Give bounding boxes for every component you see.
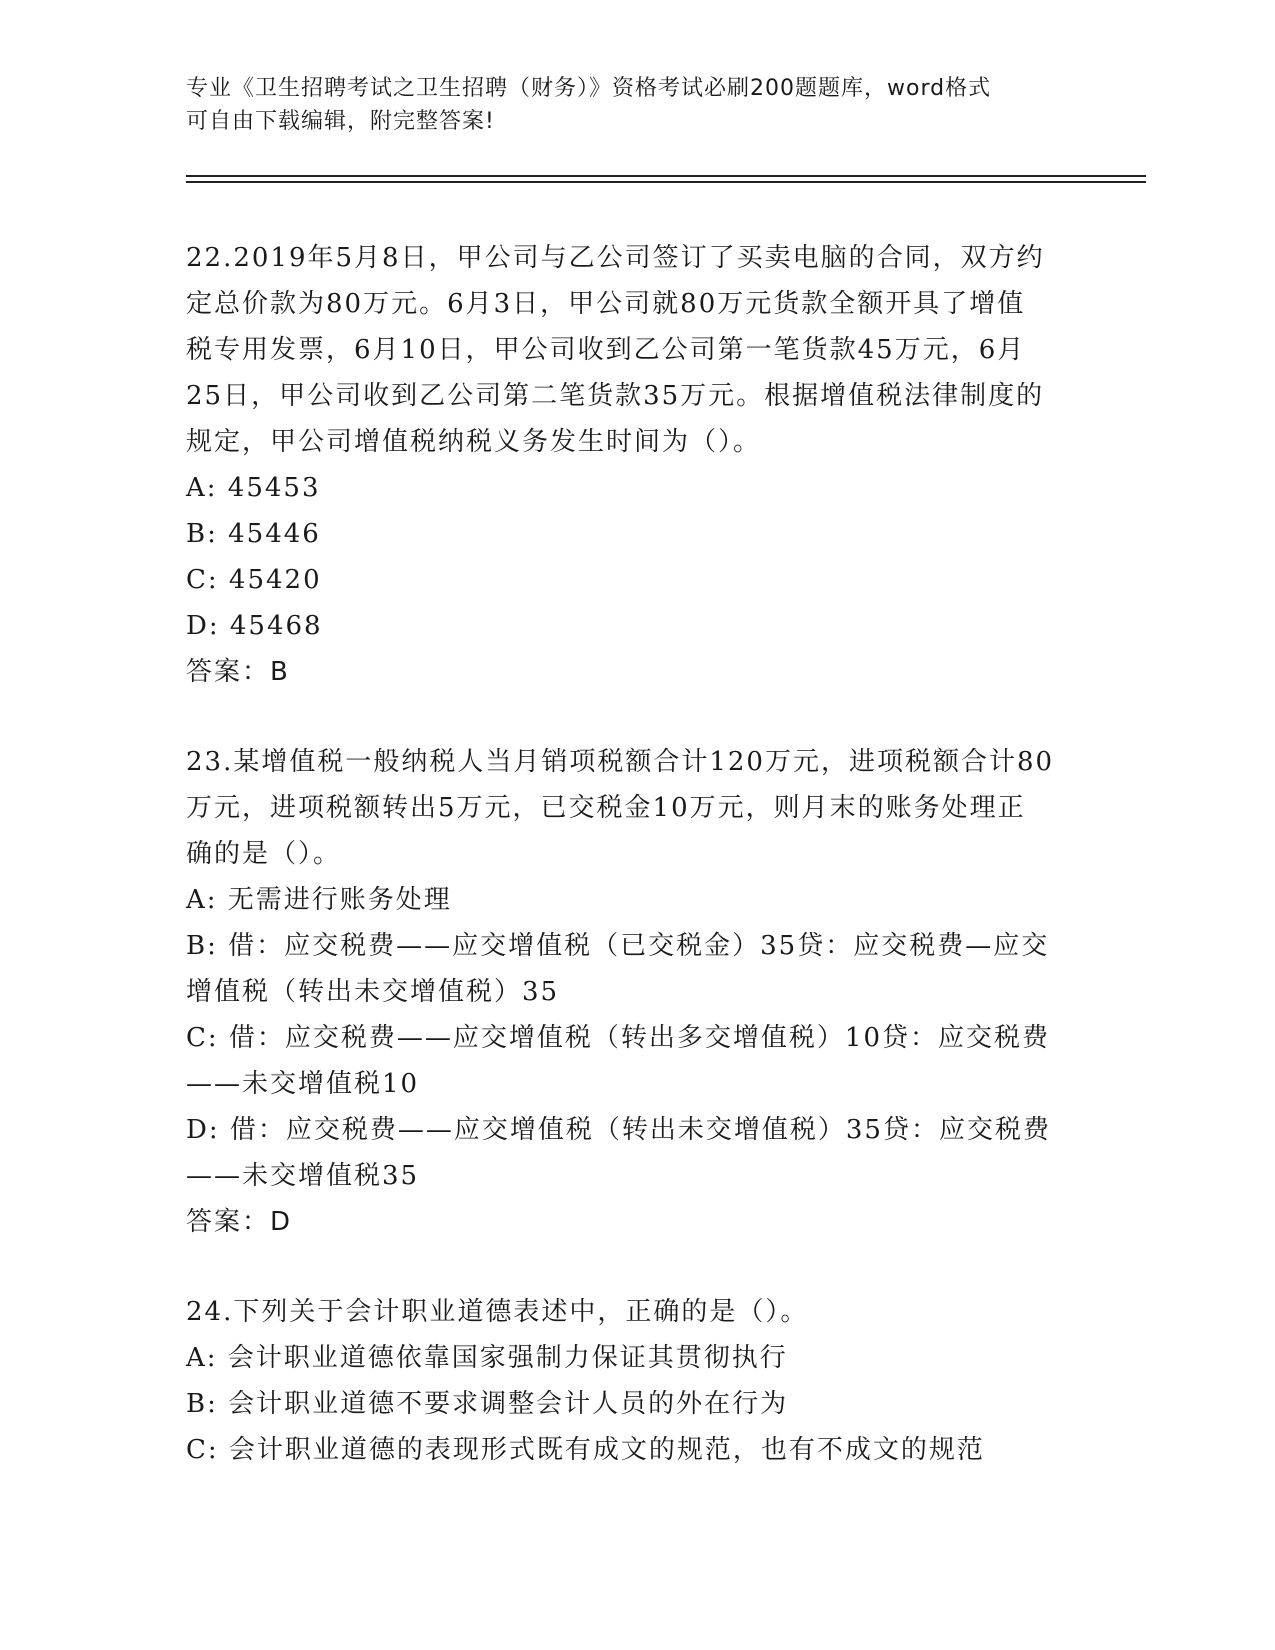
question-text-line: 24.下列关于会计职业道德表述中，正确的是（）。	[186, 1297, 809, 1327]
question-24	[186, 1289, 1076, 1473]
option-b	[186, 923, 1076, 1015]
header-divider-top	[186, 175, 1146, 177]
question-text	[186, 1289, 1076, 1335]
question-text	[186, 235, 1076, 465]
question-text-line: 万元，进项税额转出5万元，已交税金10万元，则月末的账务处理正	[186, 793, 1026, 823]
header-line-2: 可自由下载编辑，附完整答案!	[186, 109, 495, 134]
question-text-line: 确的是（）。	[186, 839, 342, 869]
question-text	[186, 739, 1076, 877]
option-line: ——未交增值税35	[186, 1161, 420, 1191]
question-text-line: 定总价款为80万元。6月3日，甲公司就80万元货款全额开具了增值	[186, 289, 1026, 319]
option-d: D: 45468	[186, 611, 323, 641]
question-text-line: 22.2019年5月8日，甲公司与乙公司签订了买卖电脑的合同，双方约	[186, 243, 1045, 273]
answer-label: 答案：B	[186, 657, 290, 687]
question-text-line: 25日，甲公司收到乙公司第二笔货款35万元。根据增值税法律制度的	[186, 381, 1045, 411]
option-line: C: 借：应交税费——应交增值税（转出多交增值税）10贷：应交税费	[186, 1023, 1051, 1053]
document-body	[186, 235, 1076, 1473]
header-line-1: 专业《卫生招聘考试之卫生招聘（财务）》资格考试必刷200题题库，word格式	[186, 76, 992, 101]
option-line: 增值税（转出未交增值税）35	[186, 977, 560, 1007]
option-a: A: 45453	[186, 473, 321, 503]
question-text-line: 23.某增值税一般纳税人当月销项税额合计120万元，进项税额合计80	[186, 747, 1055, 777]
option-c: C: 会计职业道德的表现形式既有成文的规范，也有不成文的规范	[186, 1435, 985, 1465]
answer-label: 答案：D	[186, 1207, 293, 1237]
question-22	[186, 235, 1076, 695]
option-d	[186, 1107, 1076, 1199]
question-spacer	[186, 1245, 1076, 1289]
option-a: A: 会计职业道德依靠国家强制力保证其贯彻执行	[186, 1343, 788, 1373]
option-b: B: 会计职业道德不要求调整会计人员的外在行为	[186, 1389, 789, 1419]
option-a: A: 无需进行账务处理	[186, 885, 452, 915]
question-23	[186, 739, 1076, 1245]
option-c	[186, 1015, 1076, 1107]
option-b: B: 45446	[186, 519, 321, 549]
question-text-line: 规定，甲公司增值税纳税义务发生时间为（）。	[186, 427, 762, 457]
question-text-line: 税专用发票，6月10日，甲公司收到乙公司第一笔货款45万元，6月	[186, 335, 1026, 365]
option-line: ——未交增值税10	[186, 1069, 420, 1099]
option-c: C: 45420	[186, 565, 322, 595]
option-line: D: 借：应交税费——应交增值税（转出未交增值税）35贷：应交税费	[186, 1115, 1051, 1145]
header-divider-bottom	[186, 181, 1146, 183]
document-header	[186, 72, 1066, 138]
question-spacer	[186, 695, 1076, 739]
option-line: B: 借：应交税费——应交增值税（已交税金）35贷：应交税费—应交	[186, 931, 1050, 961]
